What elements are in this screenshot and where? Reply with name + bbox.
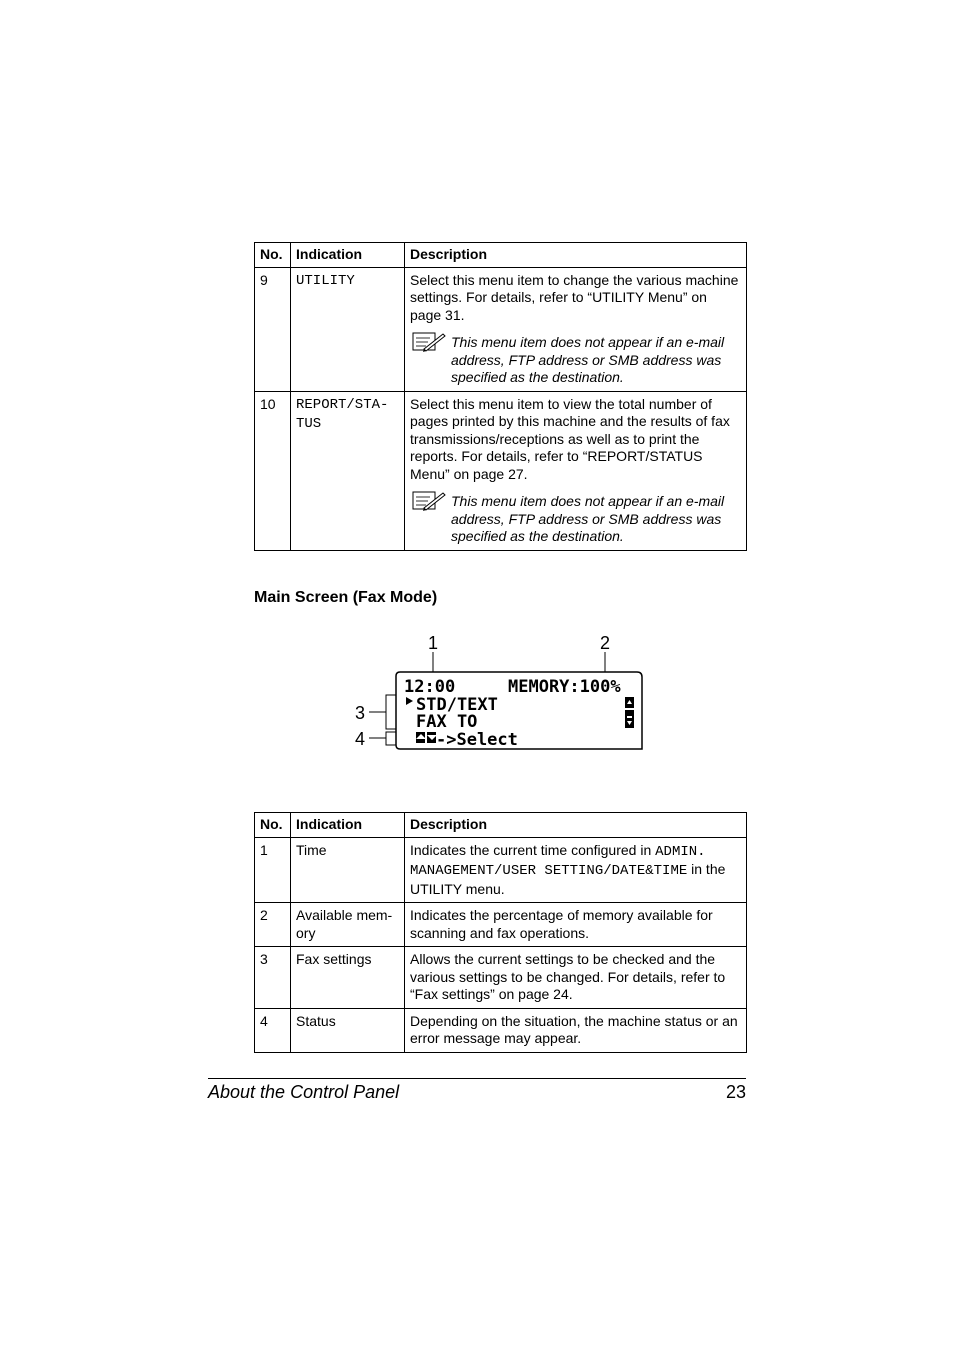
header-description: Description (405, 243, 747, 268)
table-header-row (255, 813, 747, 838)
desc-text: Indicates the current time configured in (410, 841, 656, 858)
header-description: Description (405, 813, 747, 838)
lcd-screen-figure (350, 628, 650, 758)
table-row (255, 947, 747, 1009)
row-number: 2 (255, 903, 291, 947)
desc-text: in the UTILITY menu. (410, 861, 726, 897)
row-number: 4 (255, 1008, 291, 1052)
lcd-select-prompt: ->Select (436, 730, 518, 750)
row-indication-line-1: REPORT/STA- (296, 396, 389, 413)
callout-2: 2 (600, 633, 611, 653)
note-text: This menu item does not appear if an e-mail address, FTP address or SMB address was specified as the destination. (451, 334, 725, 385)
header-no: No. (255, 813, 291, 838)
header-no: No. (255, 243, 291, 268)
row-number: 3 (255, 947, 291, 1009)
footer-divider (208, 1078, 746, 1079)
menu-items-table (254, 242, 747, 551)
row-number: 10 (255, 391, 291, 550)
header-indication: Indication (291, 243, 405, 268)
row-description: Indicates the percentage of memory available for scanning and fax operations. (405, 903, 747, 947)
row-indication: UTILITY (291, 267, 405, 391)
row-indication: Status (291, 1008, 405, 1052)
lcd-time: 12:00 (404, 677, 456, 697)
row-description: Select this menu item to change the various machine settings. For details, refer to “UTILITY Menu” on page 31. (410, 271, 739, 323)
table-row (255, 391, 747, 550)
row-description (405, 837, 747, 903)
lcd-fax-mode: STD/TEXT (416, 695, 498, 715)
row-indication: Fax settings (291, 947, 405, 1009)
row-description: Depending on the situation, the machine status or an error message may appear. (405, 1008, 747, 1052)
footer-title: About the Control Panel (208, 1082, 400, 1102)
note (410, 334, 741, 387)
row-description: Select this menu item to view the total number of pages printed by this machine and the results of fax transmissions/receptions as well as to print the reports. For details, refer to “REPORT/STATUS Menu” on page 27. (410, 395, 730, 482)
lcd-memory: MEMORY:100% (508, 677, 621, 697)
row-indication-line-2: TUS (296, 415, 322, 432)
note-pencil-icon (412, 330, 446, 354)
table-row (255, 267, 747, 391)
desc-code: MANAGEMENT/USER SETTING/DATE&TIME (410, 863, 688, 879)
note-pencil-icon (412, 489, 446, 513)
fax-screen-table (254, 812, 747, 1053)
lcd-scroll-icon (625, 697, 634, 728)
row-description: Allows the current settings to be checked and the various settings to be changed. For details, refer to “Fax settings” on page 24. (405, 947, 747, 1009)
table-header-row (255, 243, 747, 268)
row-indication: Available mem-ory (291, 903, 405, 947)
table-row (255, 837, 747, 903)
row-indication (291, 391, 405, 550)
callout-1: 1 (428, 633, 439, 653)
section-heading: Main Screen (Fax Mode) (254, 589, 438, 606)
note (410, 493, 741, 546)
desc-code: ADMIN. (655, 843, 706, 860)
callout-3: 3 (355, 703, 366, 723)
row-description-cell (405, 267, 747, 391)
page-number: 23 (725, 1082, 746, 1102)
table-row (255, 903, 747, 947)
lcd-fax-to: FAX TO (416, 712, 478, 732)
row-number: 9 (255, 267, 291, 391)
header-indication: Indication (291, 813, 405, 838)
row-number: 1 (255, 837, 291, 903)
note-text: This menu item does not appear if an e-mail address, FTP address or SMB address was specified as the destination. (451, 493, 725, 544)
table-row (255, 1008, 747, 1052)
row-description-cell (405, 391, 747, 550)
callout-4: 4 (355, 729, 366, 749)
row-indication: Time (291, 837, 405, 903)
